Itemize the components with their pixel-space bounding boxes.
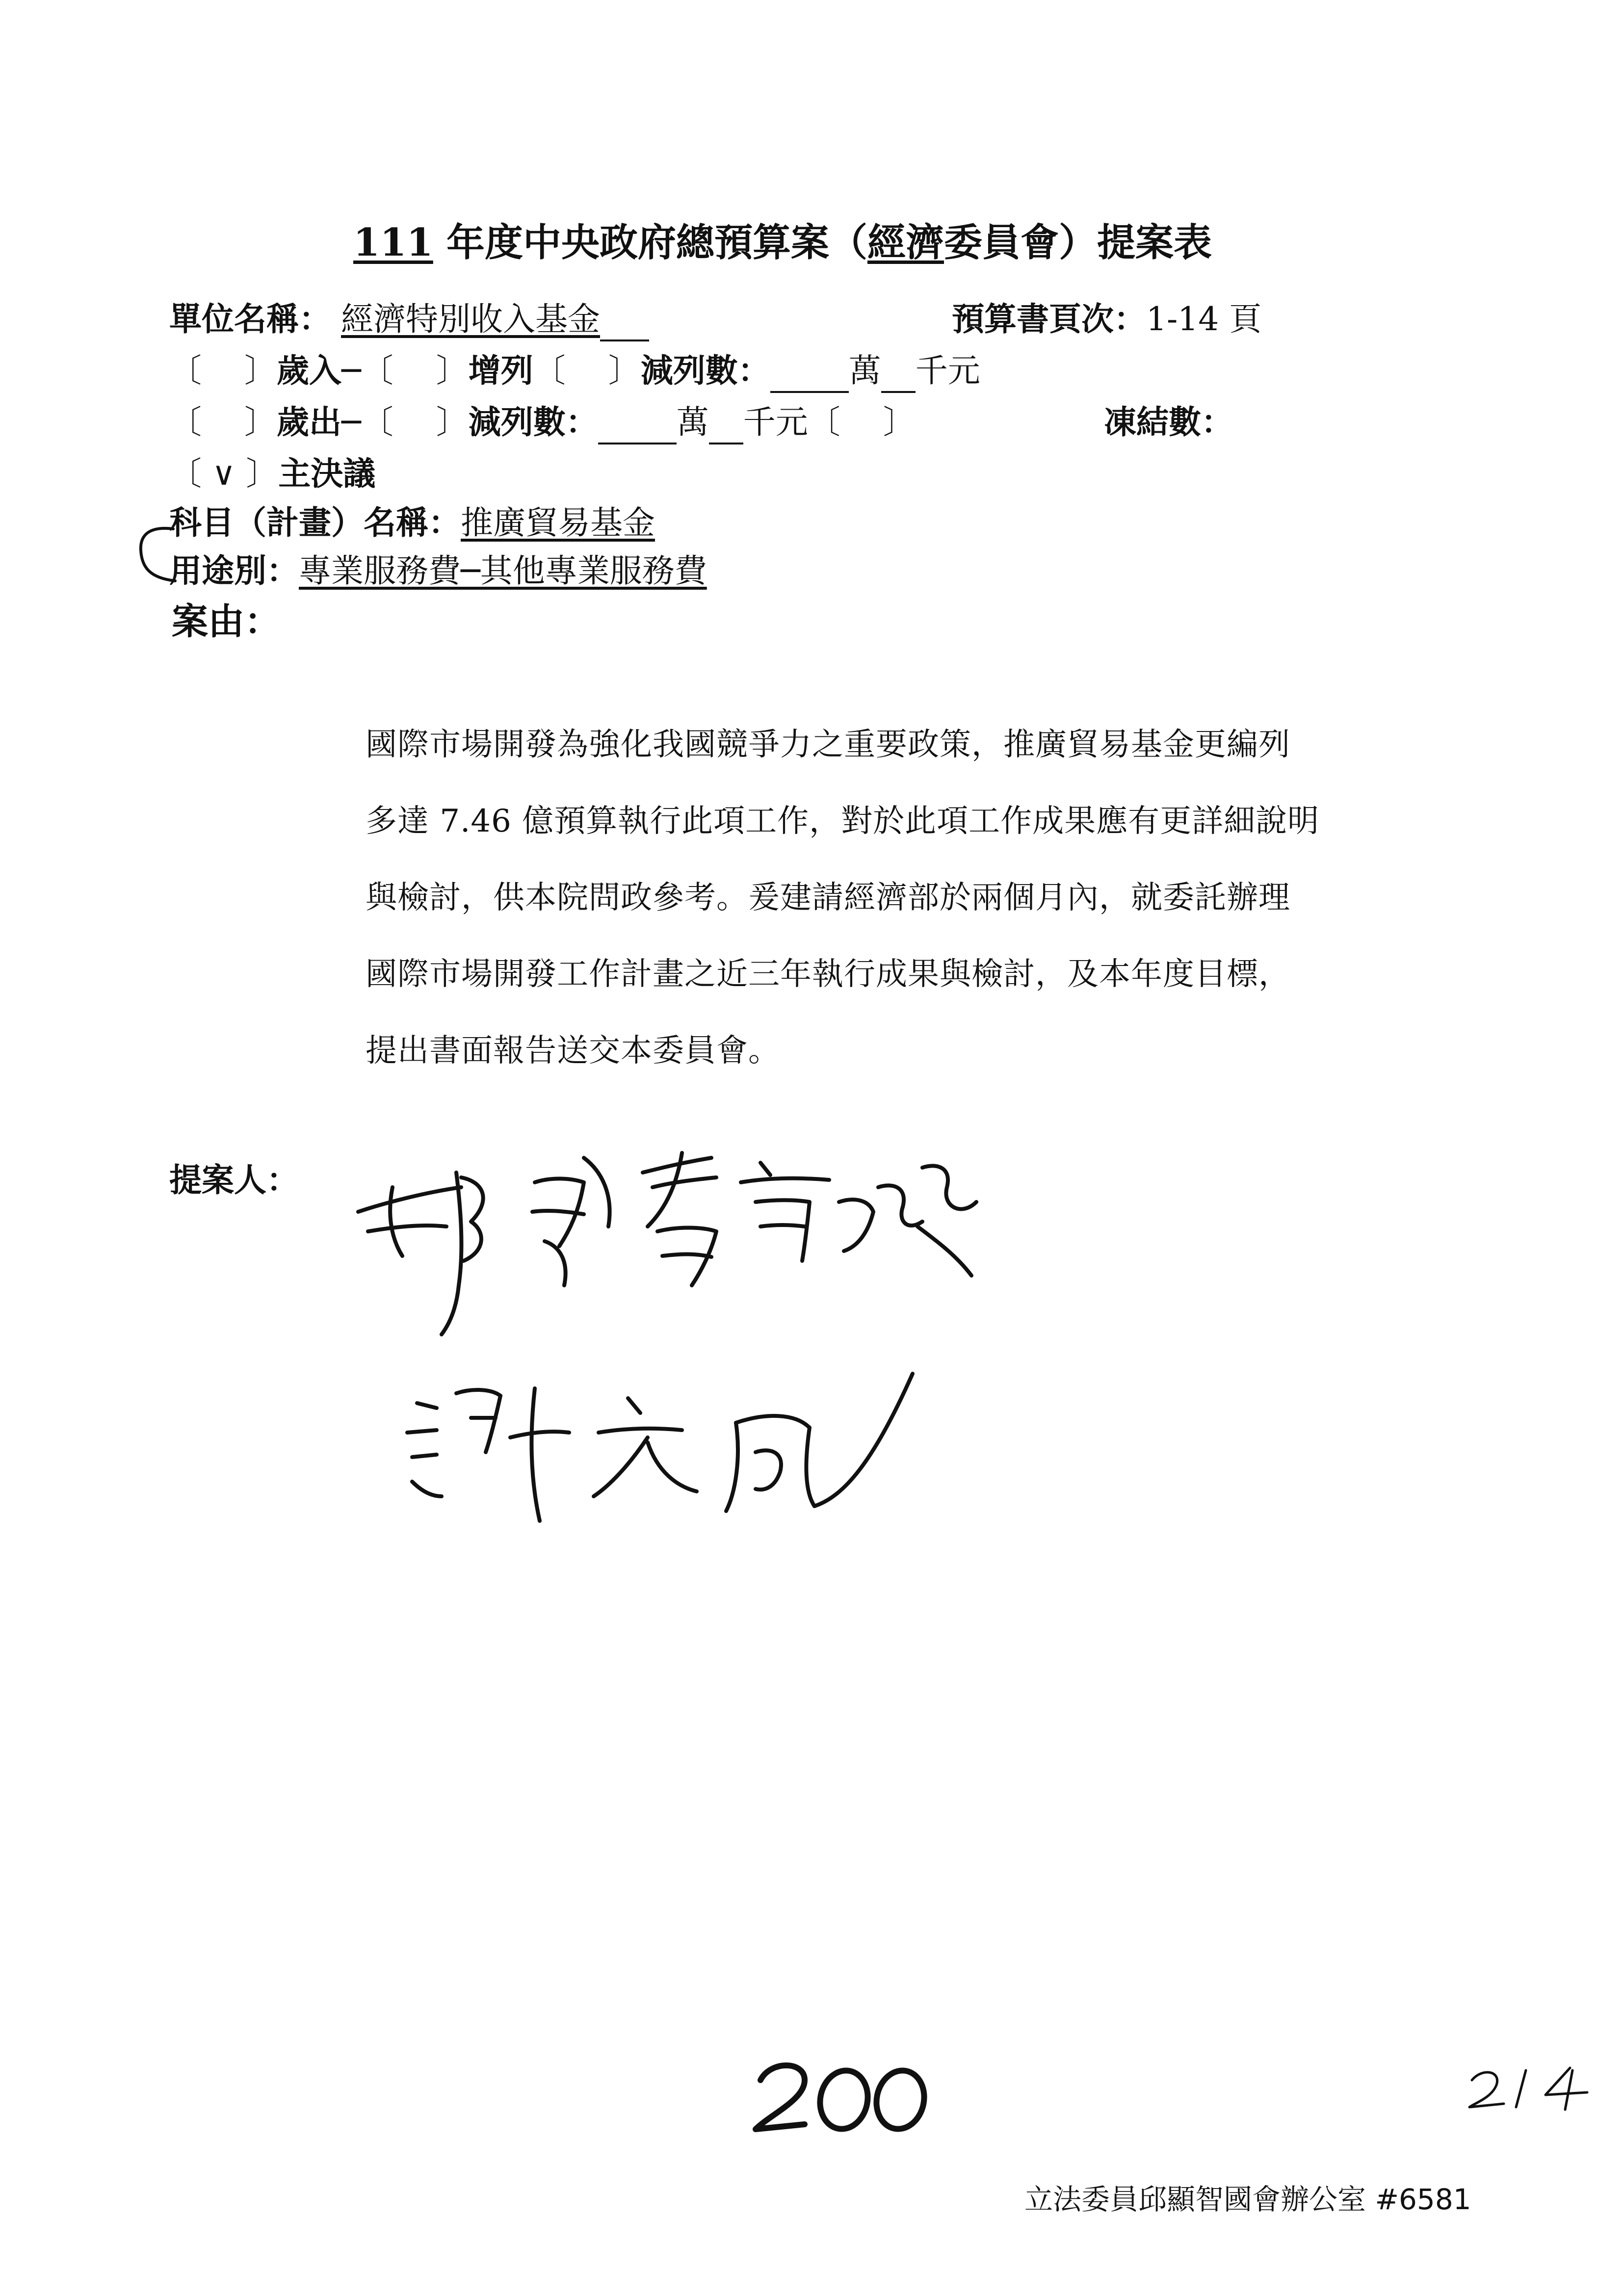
reason-body — [366, 706, 1509, 1089]
handwritten-bracket-icon — [130, 520, 179, 589]
usage-label: 用途別： — [169, 551, 299, 590]
title-year: 111 — [353, 220, 433, 265]
body-line: 提出書面報告送交本委員會。 — [366, 1033, 780, 1069]
expense-row — [169, 400, 916, 444]
handwritten-page-number-200 — [751, 2051, 937, 2139]
expense-qian-blank — [709, 413, 743, 444]
expense-decrease: 減列數： — [468, 403, 598, 441]
unit-value: 經濟特別收入基金 — [341, 300, 600, 338]
main-resolution-label: 主決議 — [278, 454, 376, 493]
subject-row — [169, 500, 655, 545]
expense-qian: 千元〔 〕 — [743, 403, 916, 441]
revenue-check-1: 〔 〕 — [169, 352, 277, 390]
subject-label: 科目（計畫）名稱： — [169, 503, 461, 542]
page-ref-label: 預算書頁次： — [952, 300, 1146, 338]
page-title — [353, 218, 1212, 267]
expense-check-1: 〔 〕 — [169, 403, 277, 441]
freeze-label: 凍結數： — [1104, 403, 1233, 441]
revenue-increase: 增列 — [468, 351, 533, 390]
revenue-wan-blank — [770, 362, 849, 393]
expense-wan: 萬 — [676, 403, 709, 441]
usage-row — [169, 548, 707, 593]
page-ref-value: 1-14 頁 — [1146, 300, 1262, 338]
expense-label: 歲出─ — [276, 403, 361, 441]
main-resolution-check: 〔 ∨ 〕 — [169, 455, 279, 493]
reason-label: 案由： — [172, 600, 281, 643]
title-committee: 經濟 — [867, 220, 944, 265]
revenue-check-2: 〔 〕 — [361, 352, 469, 390]
signature-xie-yifeng — [373, 1334, 922, 1560]
title-prefix: 年度中央政府總預算案（ — [433, 220, 867, 265]
body-line: 多達 7.46 億預算執行此項工作，對於此項工作成果應有更詳細說明 — [366, 803, 1320, 839]
handwritten-page-number-214 — [1467, 2061, 1595, 2114]
footer-office-stamp: 立法委員邱顯智國會辦公室 #6581 — [1024, 2183, 1471, 2216]
revenue-label: 歲入─ — [276, 351, 361, 390]
signature-qiu-xianzhi-gao-hongan — [339, 1128, 986, 1364]
main-resolution-row — [169, 451, 375, 496]
unit-row — [169, 297, 649, 341]
expense-check-2: 〔 〕 — [361, 403, 469, 441]
body-line: 國際市場開發工作計畫之近三年執行成果與檢討，及本年度目標， — [366, 956, 1290, 992]
unit-underline-extension — [600, 309, 649, 341]
page-ref — [952, 297, 1261, 341]
proposer-label: 提案人： — [169, 1161, 299, 1199]
revenue-wan: 萬 — [848, 352, 881, 390]
revenue-decrease: 減列數： — [640, 351, 770, 390]
expense-wan-blank — [598, 413, 677, 444]
unit-label: 單位名稱： — [169, 300, 331, 338]
body-line: 國際市場開發為強化我國競爭力之重要政策，推廣貿易基金更編列 — [366, 727, 1290, 763]
subject-value: 推廣貿易基金 — [461, 504, 655, 542]
body-line: 與檢討，供本院問政參考。爰建請經濟部於兩個月內，就委託辦理 — [366, 880, 1290, 916]
revenue-qian: 千元 — [915, 352, 980, 390]
usage-value: 專業服務費─其他專業服務費 — [299, 552, 707, 590]
title-suffix: 委員會）提案表 — [944, 220, 1212, 265]
revenue-check-3: 〔 〕 — [533, 352, 641, 390]
revenue-row — [169, 348, 980, 393]
revenue-qian-blank — [881, 362, 916, 393]
